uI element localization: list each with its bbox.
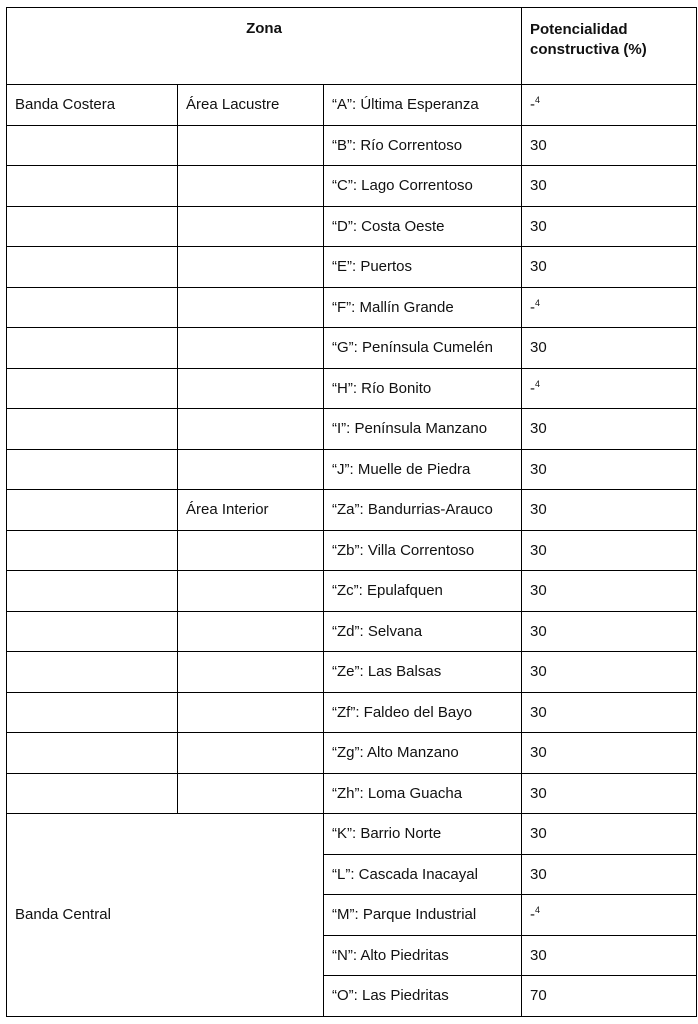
zone-value: 30: [522, 652, 697, 693]
header-potencialidad-line1: Potencialidad: [530, 21, 628, 38]
zone-name: “B”: Río Correntoso: [324, 125, 522, 166]
zone-name: “Zc”: Epulafquen: [324, 571, 522, 612]
band-costera-label: Banda Costera: [7, 85, 178, 126]
zone-value: 30: [522, 773, 697, 814]
zone-value: 30: [522, 733, 697, 774]
area-interior-label: Área Interior: [178, 490, 324, 531]
zone-name: “O”: Las Piedritas: [324, 976, 522, 1017]
zone-value: 30: [522, 854, 697, 895]
header-zona: Zona: [7, 8, 522, 85]
table-row: [7, 652, 697, 693]
footnote-mark: 4: [535, 297, 541, 308]
table-row: [7, 773, 697, 814]
zone-name: “H”: Río Bonito: [324, 368, 522, 409]
zone-name: “Za”: Bandurrias-Arauco: [324, 490, 522, 531]
table-row: [7, 85, 697, 126]
footnote-mark: 4: [535, 95, 541, 106]
zone-name: “I”: Península Manzano: [324, 409, 522, 450]
table-row: [7, 530, 697, 571]
zone-name: “G”: Península Cumelén: [324, 328, 522, 369]
zoning-table: [6, 7, 697, 1017]
zone-value: 30: [522, 247, 697, 288]
zone-value: 30: [522, 692, 697, 733]
table-row: [7, 206, 697, 247]
zone-name: “D”: Costa Oeste: [324, 206, 522, 247]
table-row: [7, 449, 697, 490]
zone-value: -$^4$: [522, 368, 697, 409]
zone-value: 30: [522, 571, 697, 612]
table-row: [7, 571, 697, 612]
zone-value: 30: [522, 206, 697, 247]
table-row: [7, 368, 697, 409]
zone-name: “Zf”: Faldeo del Bayo: [324, 692, 522, 733]
table-row: [7, 490, 697, 531]
table-row: [7, 247, 697, 288]
zone-value: 30: [522, 814, 697, 855]
table-row: [7, 125, 697, 166]
zone-name: “Zd”: Selvana: [324, 611, 522, 652]
footnote-mark: 4: [535, 378, 541, 389]
zone-name: “J”: Muelle de Piedra: [324, 449, 522, 490]
zone-value: 30: [522, 125, 697, 166]
zone-name: “N”: Alto Piedritas: [324, 935, 522, 976]
zone-value: 30: [522, 611, 697, 652]
zone-value: 30: [522, 409, 697, 450]
zone-name: “M”: Parque Industrial: [324, 895, 522, 936]
zone-value: 70: [522, 976, 697, 1017]
zone-value: 30: [522, 490, 697, 531]
zone-value: 30: [522, 328, 697, 369]
table-row: [7, 328, 697, 369]
zone-name: “Zb”: Villa Correntoso: [324, 530, 522, 571]
header-potencialidad-line2: constructiva (%): [530, 41, 647, 58]
zone-name: “Zh”: Loma Guacha: [324, 773, 522, 814]
table-row: [7, 814, 697, 855]
zone-value: 30: [522, 530, 697, 571]
zone-value: 30: [522, 449, 697, 490]
zone-name: “A”: Última Esperanza: [324, 85, 522, 126]
table-row: [7, 611, 697, 652]
footnote-mark: 4: [535, 905, 541, 916]
table-header-row: [7, 8, 697, 85]
zone-value: -$^4$: [522, 895, 697, 936]
zone-value: -$^4$: [522, 287, 697, 328]
zone-name: “C”: Lago Correntoso: [324, 166, 522, 207]
zone-value: -$^4$: [522, 85, 697, 126]
zone-name: “K”: Barrio Norte: [324, 814, 522, 855]
zone-name: “Zg”: Alto Manzano: [324, 733, 522, 774]
table-row: [7, 166, 697, 207]
header-potencialidad: [522, 8, 697, 85]
zone-name: “F”: Mallín Grande: [324, 287, 522, 328]
zone-name: “Ze”: Las Balsas: [324, 652, 522, 693]
table-row: [7, 692, 697, 733]
table-row: [7, 733, 697, 774]
area-lacustre-label: Área Lacustre: [178, 85, 324, 126]
table-row: [7, 287, 697, 328]
zone-value: 30: [522, 935, 697, 976]
zone-name: “E”: Puertos: [324, 247, 522, 288]
table-row: [7, 409, 697, 450]
zone-name: “L”: Cascada Inacayal: [324, 854, 522, 895]
zone-value: 30: [522, 166, 697, 207]
band-central-label: Banda Central: [7, 814, 324, 1017]
